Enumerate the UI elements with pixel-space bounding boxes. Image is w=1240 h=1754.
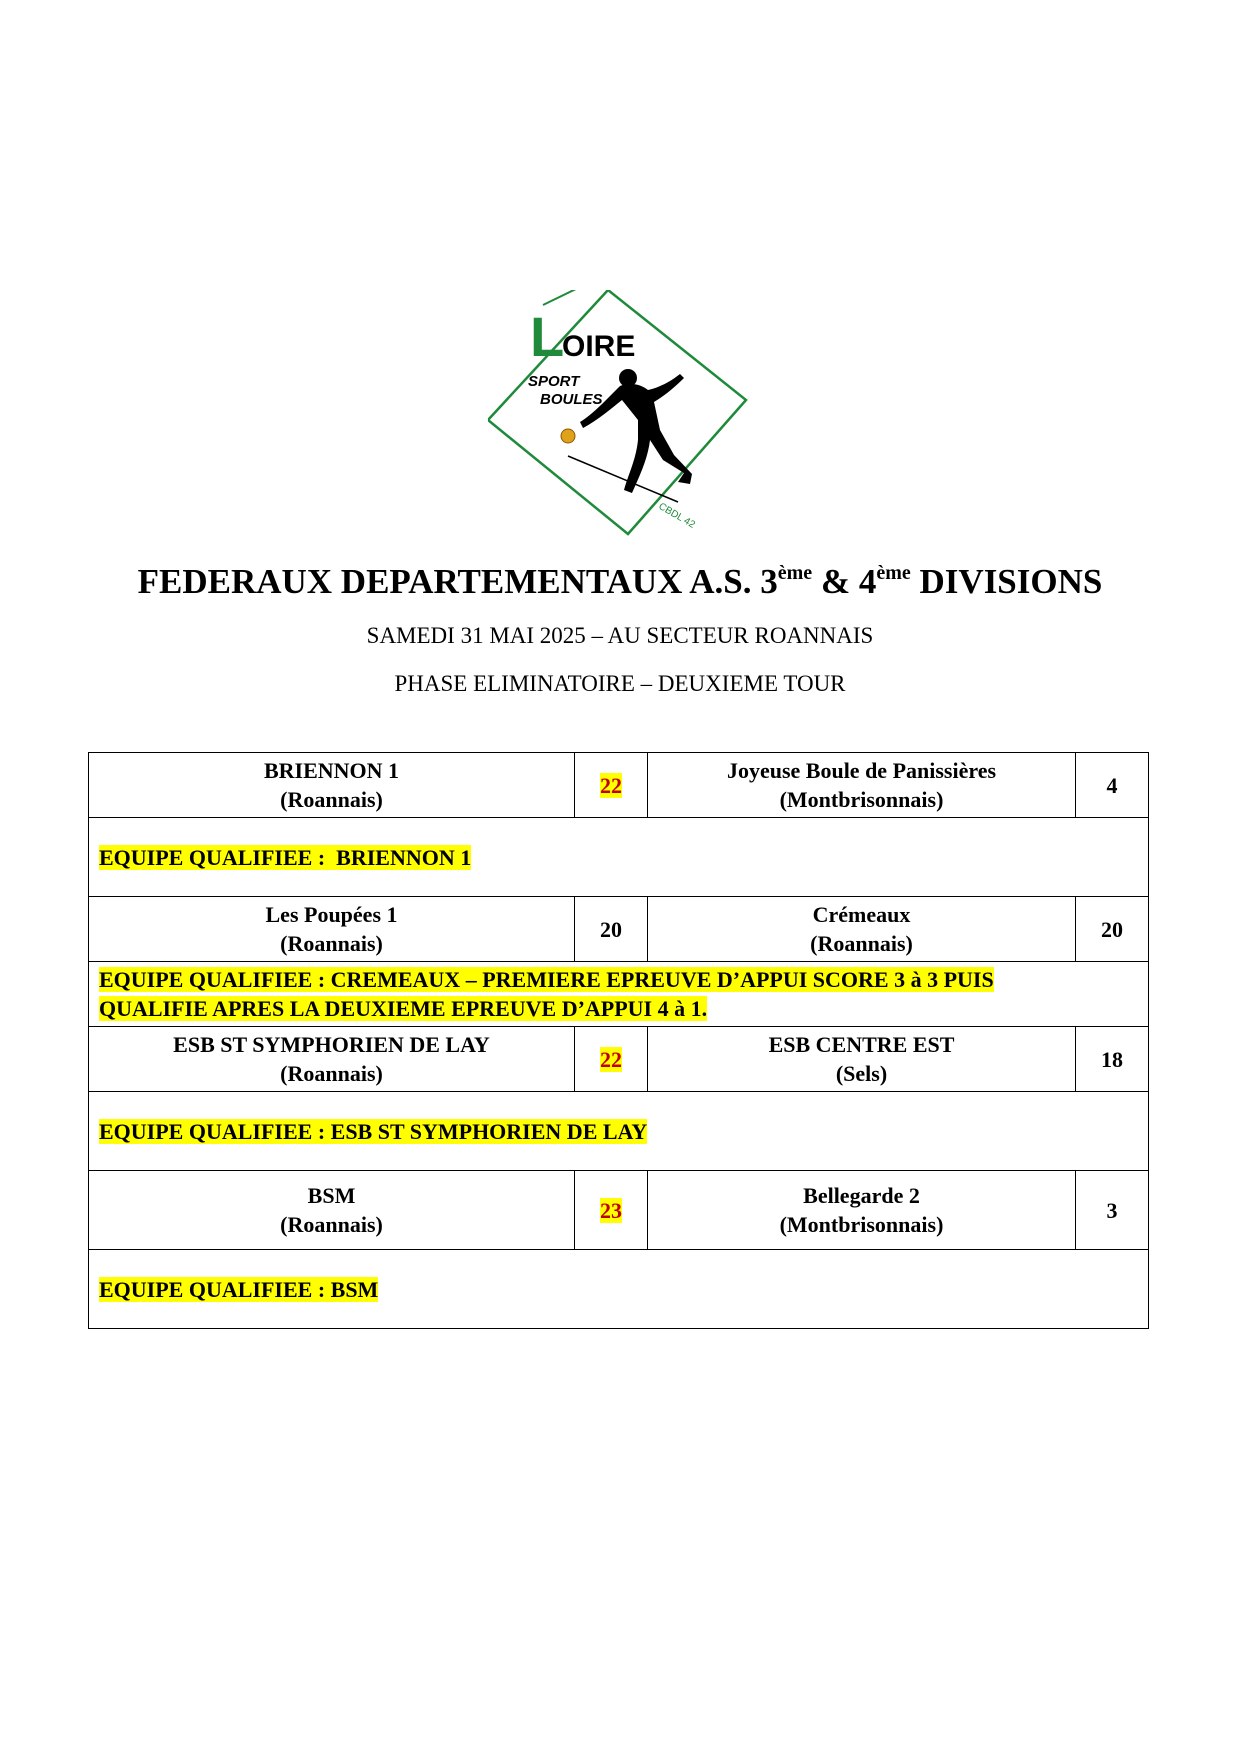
title-prefix: FEDERAUX DEPARTEMENTAUX A.S. 3 — [137, 562, 778, 601]
event-phase: PHASE ELIMINATOIRE – DEUXIEME TOUR — [394, 671, 846, 696]
qualified-cell — [89, 818, 1149, 897]
team1-cell — [89, 1171, 575, 1250]
qualified-text: EQUIPE QUALIFIEE : BSM — [99, 1276, 379, 1302]
qualified-cell — [89, 1092, 1149, 1171]
qualified-cell — [89, 962, 1149, 1027]
team1-name: BRIENNON 1 — [263, 758, 400, 783]
team2-cell — [648, 753, 1076, 818]
team1-sector: (Roannais) — [280, 1061, 383, 1086]
team1-cell — [89, 897, 575, 962]
match-row — [89, 1027, 1149, 1092]
qualified-text: EQUIPE QUALIFIEE : BRIENNON 1 — [99, 844, 472, 870]
logo-accent-line — [543, 290, 580, 305]
team2-cell — [648, 1027, 1076, 1092]
loire-sport-boules-logo — [488, 290, 760, 540]
logo-brand-letter: L — [530, 305, 565, 368]
team1-sector: (Roannais) — [280, 931, 383, 956]
results-table — [88, 752, 1149, 1329]
qualified-row — [89, 962, 1149, 1027]
team2-score: 18 — [1101, 1046, 1123, 1072]
title-suffix: DIVISIONS — [910, 562, 1103, 601]
team1-score-cell — [575, 897, 648, 962]
boule-icon — [561, 429, 575, 443]
team1-score: 22 — [600, 772, 622, 798]
team1-score-cell — [575, 1027, 648, 1092]
logo-line2: BOULES — [540, 391, 603, 408]
team1-score-cell — [575, 1171, 648, 1250]
qualified-row — [89, 818, 1149, 897]
match-row — [89, 897, 1149, 962]
match-row — [89, 753, 1149, 818]
logo-tag: CBDL 42 — [656, 501, 697, 531]
team2-score: 3 — [1106, 1197, 1118, 1223]
team1-name: Les Poupées 1 — [265, 902, 398, 927]
team2-score-cell — [1076, 753, 1149, 818]
logo-ground-line — [568, 456, 678, 502]
team1-sector: (Roannais) — [280, 1212, 383, 1237]
team1-sector: (Roannais) — [280, 787, 383, 812]
title-sup-2: ème — [876, 562, 911, 584]
team2-name: Bellegarde 2 — [803, 1183, 920, 1208]
team1-score: 23 — [600, 1197, 622, 1223]
title-sup-1: ème — [777, 562, 813, 584]
qualified-row — [89, 1092, 1149, 1171]
player-silhouette-icon — [580, 369, 692, 493]
team1-score: 20 — [600, 916, 622, 942]
team2-score-cell — [1076, 1027, 1149, 1092]
qualified-text-line2: QUALIFIE APRES LA DEUXIEME EPREUVE D’APPUI 4 à 1. — [99, 996, 708, 1021]
team1-score: 22 — [600, 1046, 622, 1072]
team1-name: ESB ST SYMPHORIEN DE LAY — [173, 1032, 490, 1057]
logo-diamond-frame — [488, 290, 746, 534]
team2-score: 20 — [1101, 916, 1123, 942]
qualified-text-line1: EQUIPE QUALIFIEE : CREMEAUX – PREMIERE EPREUVE D’APPUI SCORE 3 à 3 PUIS — [99, 967, 994, 992]
logo-line1: SPORT — [528, 373, 580, 390]
team2-sector: (Roannais) — [810, 931, 913, 956]
team1-cell — [89, 753, 575, 818]
team2-cell — [648, 897, 1076, 962]
team2-cell — [648, 1171, 1076, 1250]
team2-sector: (Montbrisonnais) — [779, 787, 944, 812]
qualified-row — [89, 1250, 1149, 1329]
match-row — [89, 1171, 1149, 1250]
qualified-text: EQUIPE QUALIFIEE : ESB ST SYMPHORIEN DE LAY — [99, 1118, 648, 1144]
title-middle: & 4 — [812, 562, 877, 601]
team1-cell — [89, 1027, 575, 1092]
team1-name: BSM — [307, 1183, 356, 1208]
team1-score-cell — [575, 753, 648, 818]
qualified-cell — [89, 1250, 1149, 1329]
team2-name: Crémeaux — [812, 902, 911, 927]
team2-sector: (Montbrisonnais) — [779, 1212, 944, 1237]
page-title — [0, 560, 1240, 604]
team2-score-cell — [1076, 897, 1149, 962]
team2-score: 4 — [1106, 772, 1118, 798]
team2-sector: (Sels) — [835, 1061, 888, 1086]
team2-score-cell — [1076, 1171, 1149, 1250]
team2-name: Joyeuse Boule de Panissières — [726, 758, 997, 783]
event-date-location: SAMEDI 31 MAI 2025 – AU SECTEUR ROANNAIS — [366, 623, 874, 648]
logo-brand-text: OIRE — [562, 330, 636, 363]
team2-name: ESB CENTRE EST — [768, 1032, 955, 1057]
